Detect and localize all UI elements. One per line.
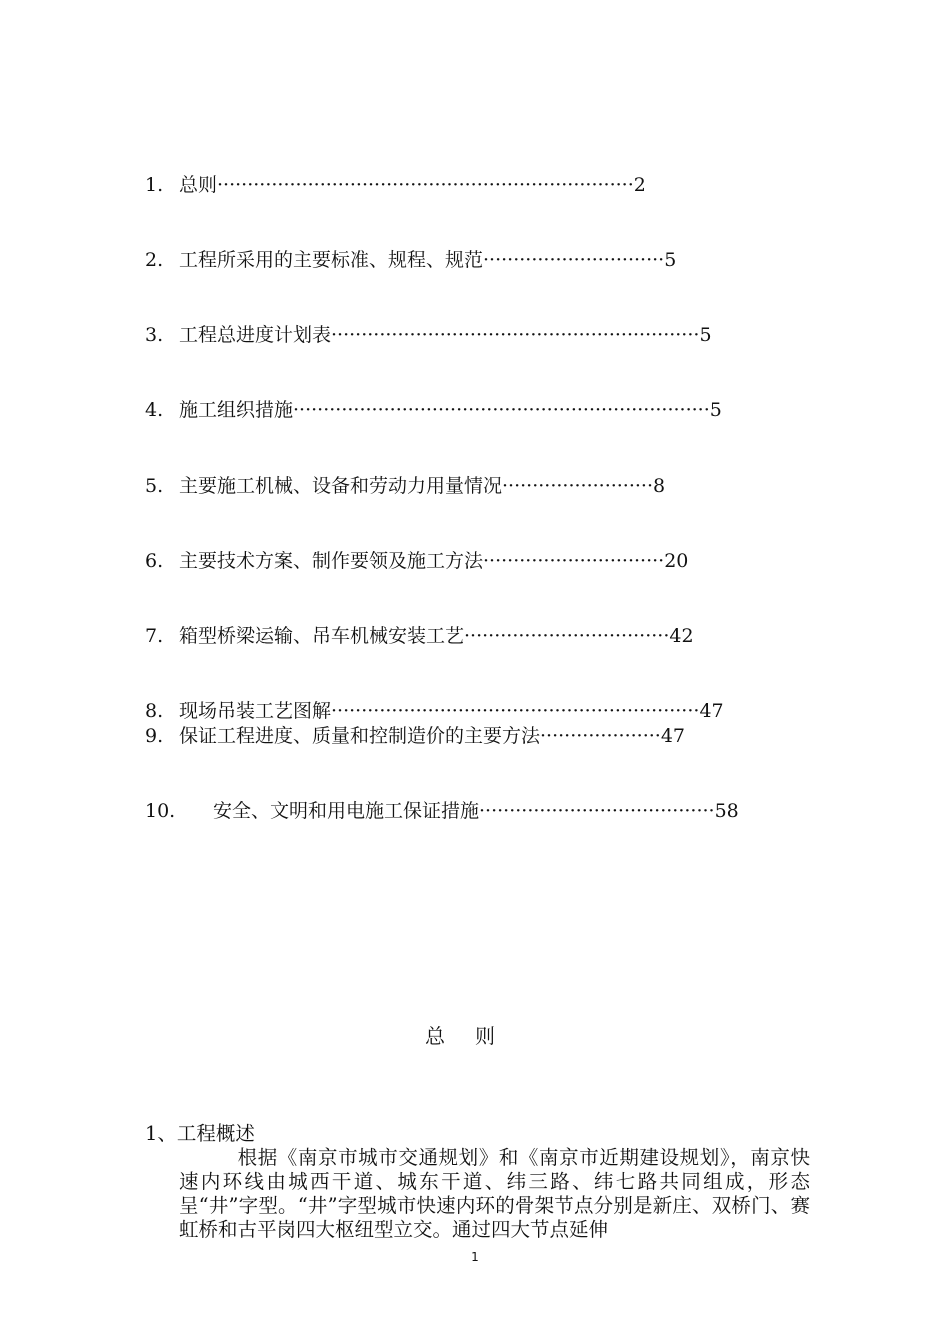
- toc-entry-3[interactable]: [145, 323, 712, 347]
- subsection-heading: 1、工程概述: [145, 1122, 255, 1145]
- toc-entry-page: 8: [653, 475, 666, 497]
- toc-entry-title: 保证工程进度、质量和控制造价的主要方法: [179, 725, 541, 747]
- toc-entry-title: 施工组织措施: [179, 399, 294, 421]
- toc-entry-1[interactable]: [145, 173, 646, 197]
- toc-leader-dots: ····················: [540, 725, 661, 747]
- toc-entry-number: 7.: [145, 625, 164, 647]
- toc-entry-title: 工程总进度计划表: [179, 324, 332, 346]
- toc-entry-7[interactable]: [145, 624, 694, 648]
- toc-entry-number: 4.: [145, 399, 164, 421]
- toc-leader-dots: ·····································································: [217, 174, 634, 196]
- toc-leader-dots: ·····································································: [293, 399, 710, 421]
- toc-entry-title: 主要施工机械、设备和劳动力用量情况: [179, 475, 503, 497]
- paragraph-text: 根据《南京市城市交通规划》和《南京市近期建设规划》，南京快速内环线由城西干道、城东干道、纬三路、纬七路共同组成，形态呈“井”字型。“井”字型城市快速内环的骨架节点分别是新庄、双桥门、赛虹桥和古平岗四大枢纽型立交。通过四大节点延伸: [179, 1146, 810, 1241]
- toc-entry-number: 2.: [145, 249, 164, 271]
- page-number: 1: [471, 1250, 479, 1264]
- toc-entry-8[interactable]: [145, 699, 724, 723]
- toc-entry-page: 5: [699, 324, 712, 346]
- toc-entry-page: 47: [699, 700, 724, 722]
- toc-entry-page: 5: [664, 249, 677, 271]
- toc-entry-title: 箱型桥梁运输、吊车机械安装工艺: [179, 625, 465, 647]
- toc-entry-9[interactable]: [145, 724, 685, 748]
- toc-entry-page: 47: [660, 725, 685, 747]
- toc-entry-6[interactable]: [145, 549, 688, 573]
- toc-entry-4[interactable]: [145, 398, 722, 422]
- toc-entry-number: 6.: [145, 550, 164, 572]
- toc-entry-5[interactable]: [145, 474, 665, 498]
- toc-entry-number: 10.: [145, 800, 176, 822]
- toc-leader-dots: ·····························································: [331, 700, 700, 722]
- toc-entry-number: 9.: [145, 725, 164, 747]
- toc-entry-page: 42: [669, 625, 694, 647]
- toc-entry-title: 工程所采用的主要标准、规程、规范: [179, 249, 484, 271]
- toc-entry-page: 58: [714, 800, 739, 822]
- toc-entry-number: 5.: [145, 475, 164, 497]
- toc-entry-number: 8.: [145, 700, 164, 722]
- toc-entry-page: 2: [633, 174, 646, 196]
- toc-entry-2[interactable]: [145, 248, 676, 272]
- toc-leader-dots: ·····························································: [331, 324, 700, 346]
- paragraph: [179, 1146, 810, 1242]
- toc-entry-number: 1.: [145, 174, 164, 196]
- toc-leader-dots: ······························: [483, 550, 665, 572]
- toc-entry-number: 3.: [145, 324, 164, 346]
- toc-entry-page: 5: [709, 399, 722, 421]
- toc-leader-dots: ·························: [502, 475, 654, 497]
- toc-entry-10[interactable]: [145, 799, 739, 823]
- toc-leader-dots: ··································: [464, 625, 670, 647]
- body-text: [145, 1122, 810, 1242]
- toc-entry-title: 安全、文明和用电施工保证措施: [213, 800, 480, 822]
- section-title: 总则: [425, 1024, 525, 1048]
- toc-entry-title: 现场吊装工艺图解: [179, 700, 332, 722]
- toc-entry-page: 20: [664, 550, 689, 572]
- toc-entry-title: 主要技术方案、制作要领及施工方法: [179, 550, 484, 572]
- toc-leader-dots: ·······································: [479, 800, 715, 822]
- toc-entry-title: 总则: [179, 174, 218, 196]
- toc-leader-dots: ······························: [483, 249, 665, 271]
